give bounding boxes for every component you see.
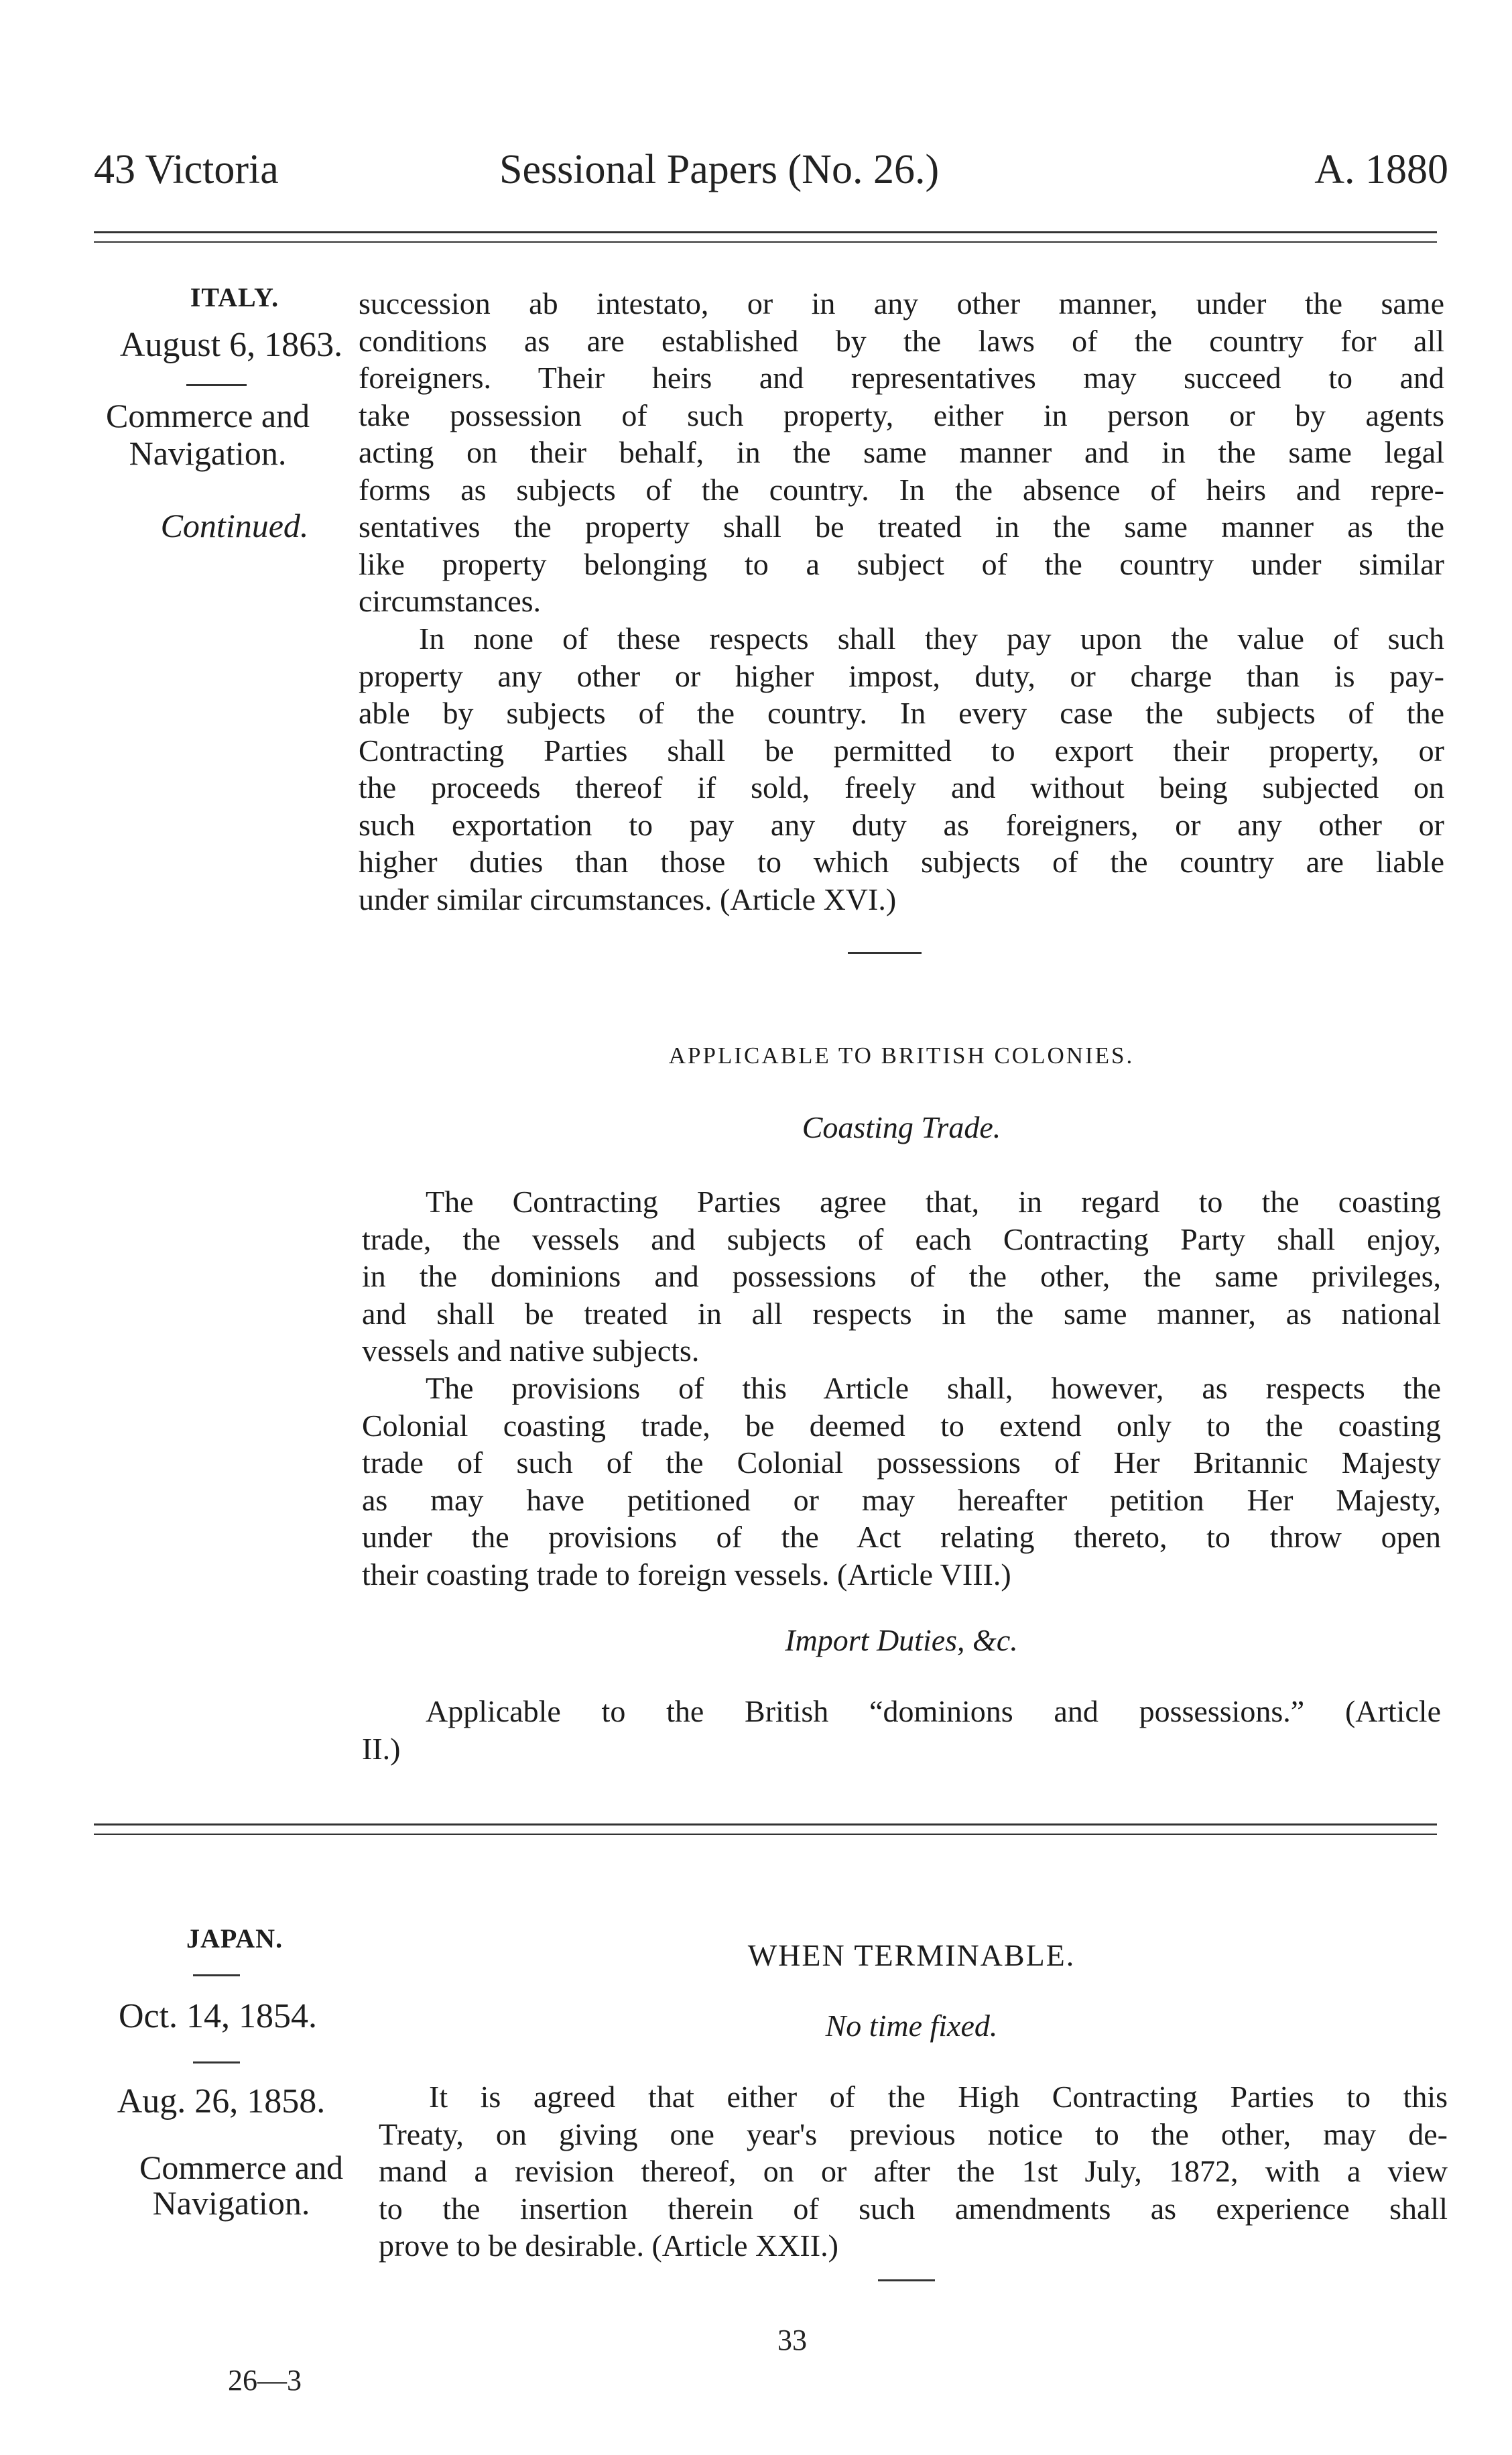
text-line: II.) <box>362 1731 401 1766</box>
italy-paragraph-4 <box>362 1370 1441 1593</box>
italy-date: August 6, 1863. <box>119 326 343 364</box>
italy-paragraph-1 <box>359 285 1444 620</box>
japan-heading: WHEN TERMINABLE. <box>747 1938 1076 1972</box>
text-line: such exportation to pay any duty as foreigners, or any other or <box>359 807 1444 842</box>
header-year: A. 1880 <box>1314 147 1448 192</box>
text-line: circumstances. <box>359 584 542 618</box>
text-line: prove to be desirable. (Article XXII.) <box>379 2228 838 2263</box>
text-line: acting on their behalf, in the same manner and in the same legal <box>359 435 1444 469</box>
text-line: and shall be treated in all respects in the same manner, as national <box>362 1296 1441 1331</box>
signature-mark: 26—3 <box>228 2364 302 2397</box>
text-line: their coasting trade to foreign vessels. (Article VIII.) <box>362 1557 1011 1592</box>
text-line: The provisions of this Article shall, however, as respects the <box>426 1371 1441 1405</box>
text-line: It is agreed that either of the High Contracting Parties to this <box>429 2080 1448 2114</box>
footer-rule <box>878 2279 935 2281</box>
text-line: vessels and native subjects. <box>362 1333 700 1368</box>
text-line: property any other or higher impost, duty, or charge than is pay- <box>359 658 1444 693</box>
text-line: mand a revision thereof, on or after the 1st July, 1872, with a view <box>379 2154 1448 2188</box>
text-line: conditions as are established by the laws of the country for all <box>359 323 1444 358</box>
japan-subheading: No time fixed. <box>825 2009 998 2043</box>
section-heading: APPLICABLE TO BRITISH COLONIES. <box>668 1042 1135 1069</box>
japan-subject-1: Commerce and <box>139 2149 344 2186</box>
text-line: foreigners. Their heirs and representatives may succeed to and <box>359 361 1444 395</box>
header-rule <box>94 231 1437 243</box>
page-number: 33 <box>777 2324 807 2356</box>
japan-margin-rule-2 <box>193 2061 240 2063</box>
text-line: succession ab intestato, or in any other manner, under the same <box>359 286 1444 320</box>
italy-paragraph-3 <box>362 1183 1441 1370</box>
text-line: like property belonging to a subject of the country under similar <box>359 546 1444 581</box>
text-line: the proceeds thereof if sold, freely and without being subjected on <box>359 770 1444 804</box>
section-break-rule <box>848 952 922 954</box>
italy-paragraph-2 <box>359 620 1444 918</box>
text-line: Colonial coasting trade, be deemed to extend only to the coasting <box>362 1408 1441 1443</box>
text-line: trade, the vessels and subjects of each Contracting Party shall enjoy, <box>362 1221 1441 1256</box>
japan-date-2: Aug. 26, 1858. <box>117 2082 326 2120</box>
text-line: to the insertion therein of such amendments as experience shall <box>379 2191 1448 2226</box>
italy-paragraph-5 <box>362 1693 1441 1767</box>
header-title: Sessional Papers (No. 26.) <box>499 147 940 192</box>
japan-date-1: Oct. 14, 1854. <box>118 1997 318 2035</box>
text-line: take possession of such property, either in person or by agents <box>359 398 1444 432</box>
text-line: in the dominions and possessions of the other, the same privileges, <box>362 1259 1441 1293</box>
text-line: The Contracting Parties agree that, in regard to the coasting <box>426 1185 1441 1219</box>
italy-margin-rule <box>186 384 247 386</box>
text-line: as may have petitioned or may hereafter petition Her Majesty, <box>362 1482 1441 1517</box>
text-line: higher duties than those to which subjects of the country are liable <box>359 845 1444 879</box>
header-volume: 43 Victoria <box>94 147 279 192</box>
text-line: Applicable to the British “dominions and possessions.” (Article <box>426 1694 1441 1728</box>
text-line: In none of these respects shall they pay upon the value of such <box>419 621 1444 656</box>
japan-country: JAPAN. <box>186 1923 284 1954</box>
text-line: Treaty, on giving one year's previous notice to the other, may de- <box>379 2116 1448 2151</box>
import-heading: Import Duties, &c. <box>785 1623 1018 1657</box>
text-line: under the provisions of the Act relating thereto, to throw open <box>362 1520 1441 1554</box>
italy-continued: Continued. <box>160 507 309 544</box>
japan-subject-2: Navigation. <box>152 2184 310 2222</box>
text-line: Contracting Parties shall be permitted to export their property, or <box>359 733 1444 768</box>
text-line: sentatives the property shall be treated in the same manner as the <box>359 510 1444 544</box>
text-line: under similar circumstances. (Article XVI.) <box>359 882 897 916</box>
section-divider-rule <box>94 1823 1437 1835</box>
italy-subject-2: Navigation. <box>129 434 287 472</box>
japan-paragraph <box>379 2078 1448 2265</box>
italy-country: ITALY. <box>190 282 279 312</box>
italy-subject-1: Commerce and <box>105 397 310 434</box>
coasting-heading: Coasting Trade. <box>802 1110 1001 1144</box>
text-line: able by subjects of the country. In every case the subjects of the <box>359 696 1444 730</box>
text-line: trade of such of the Colonial possessions of Her Britannic Majesty <box>362 1445 1441 1480</box>
text-line: forms as subjects of the country. In the absence of heirs and repre- <box>359 472 1444 507</box>
japan-margin-rule-1 <box>193 1974 240 1976</box>
